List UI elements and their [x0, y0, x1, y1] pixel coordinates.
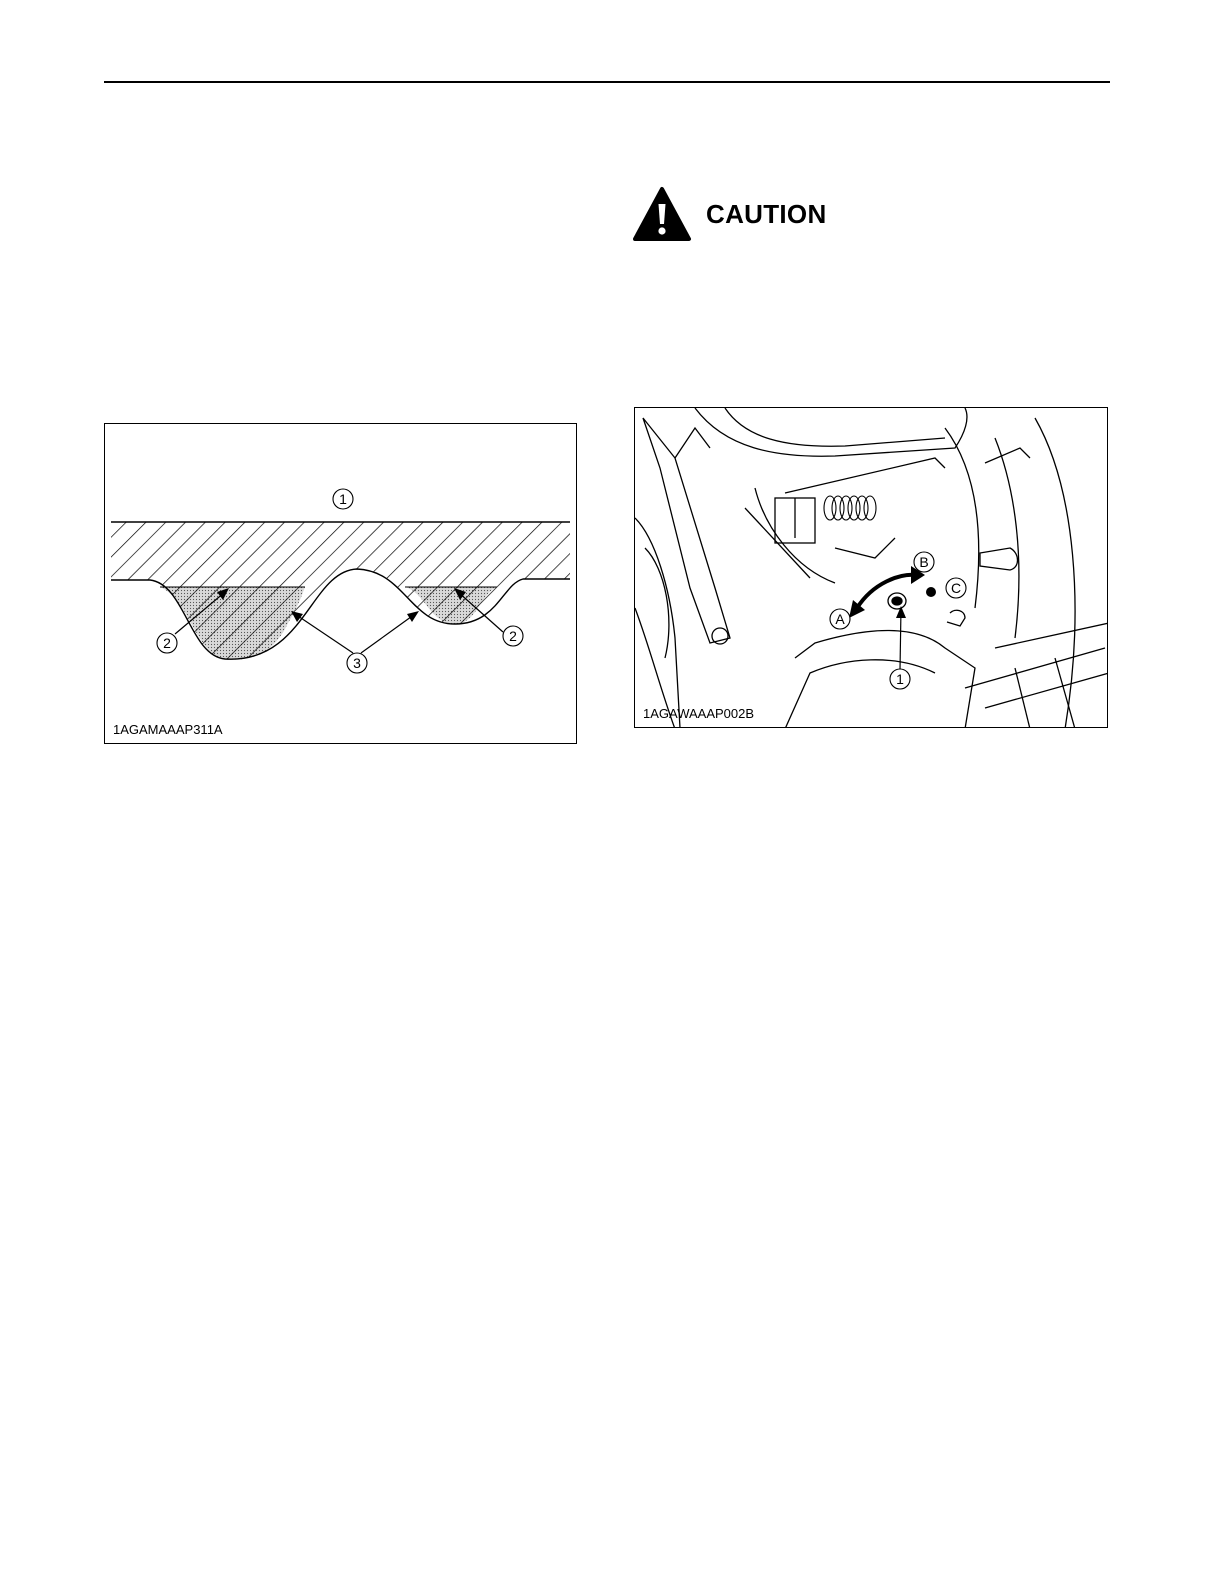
svg-text:3: 3 [353, 655, 361, 671]
callout-3 [347, 653, 367, 673]
svg-text:2: 2 [509, 628, 517, 644]
warning-triangle-icon [632, 186, 692, 242]
callout-B [914, 552, 934, 572]
callout-1 [890, 669, 910, 689]
control-knob-drawing [635, 408, 1108, 728]
caution-label: CAUTION [706, 198, 827, 229]
figure-code: 1AGAMAAAP311A [113, 722, 223, 737]
cross-section-drawing [105, 424, 577, 744]
svg-text:2: 2 [163, 635, 171, 651]
adjusting-knob [888, 593, 906, 609]
callout-A [830, 609, 850, 629]
callout-2-left [157, 633, 177, 653]
svg-text:B: B [919, 554, 929, 570]
callout-1 [333, 489, 353, 509]
callout-2-right [503, 626, 523, 646]
svg-text:1: 1 [896, 671, 904, 687]
svg-text:C: C [950, 580, 962, 596]
hatched-surface [111, 522, 570, 659]
header-rule [104, 81, 1110, 83]
callout-C [946, 578, 966, 598]
svg-text:A: A [835, 611, 845, 627]
caution-heading [632, 186, 827, 242]
figure-code: 1AGAWAAAP002B [643, 706, 755, 721]
control-knob-figure [634, 407, 1108, 728]
svg-text:1: 1 [339, 491, 347, 507]
cross-section-figure [104, 423, 577, 744]
